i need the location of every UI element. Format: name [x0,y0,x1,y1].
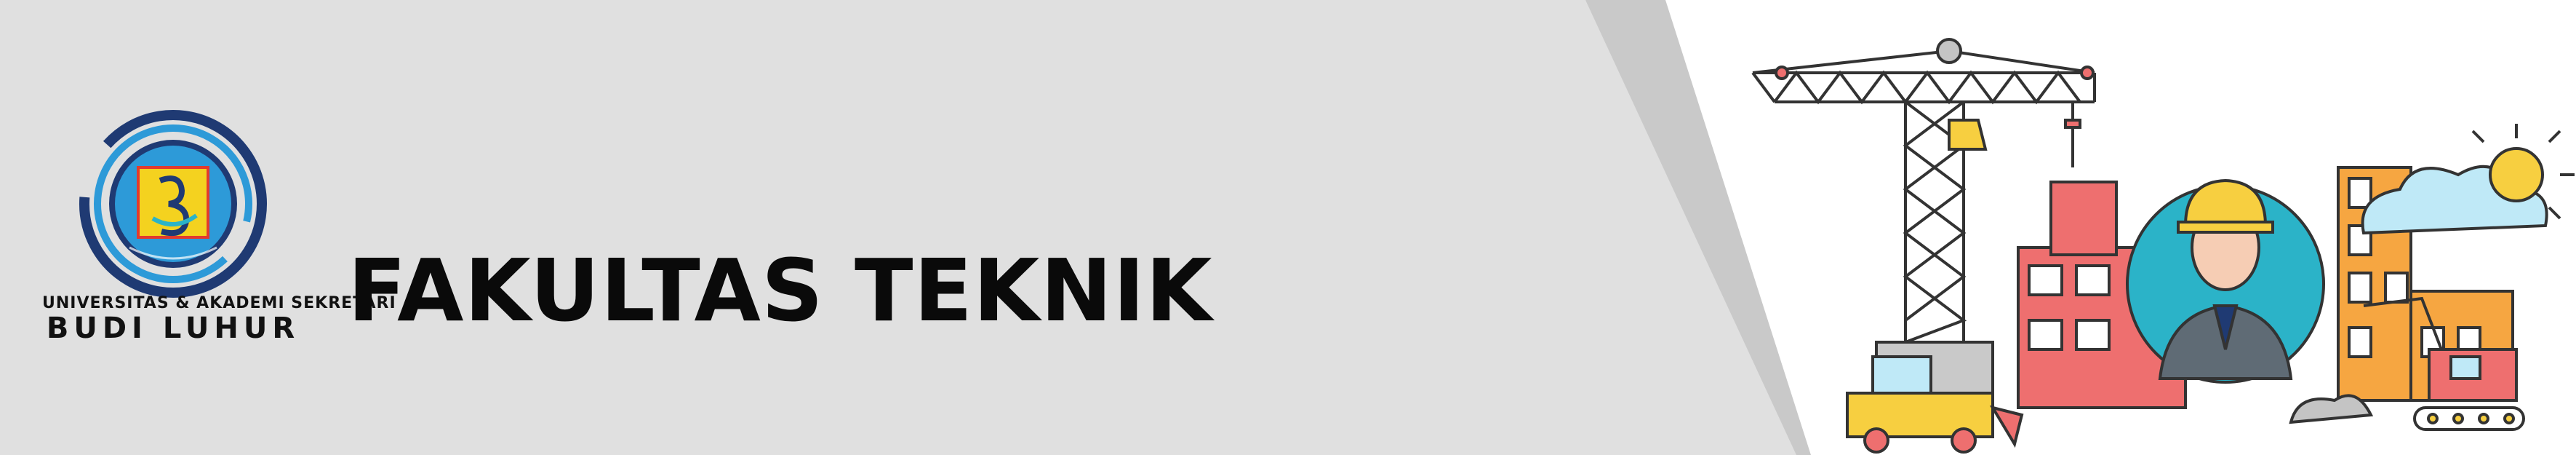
university-name: BUDI LUHUR [46,312,300,345]
construction-illustration [1731,15,2576,455]
rocks [2291,395,2371,422]
engineer-avatar-icon [2127,181,2324,382]
page-title: FAKULTAS TEKNIK [348,240,1213,341]
university-tagline: UNIVERSITAS & AKADEMI SEKRETARI [42,294,396,312]
